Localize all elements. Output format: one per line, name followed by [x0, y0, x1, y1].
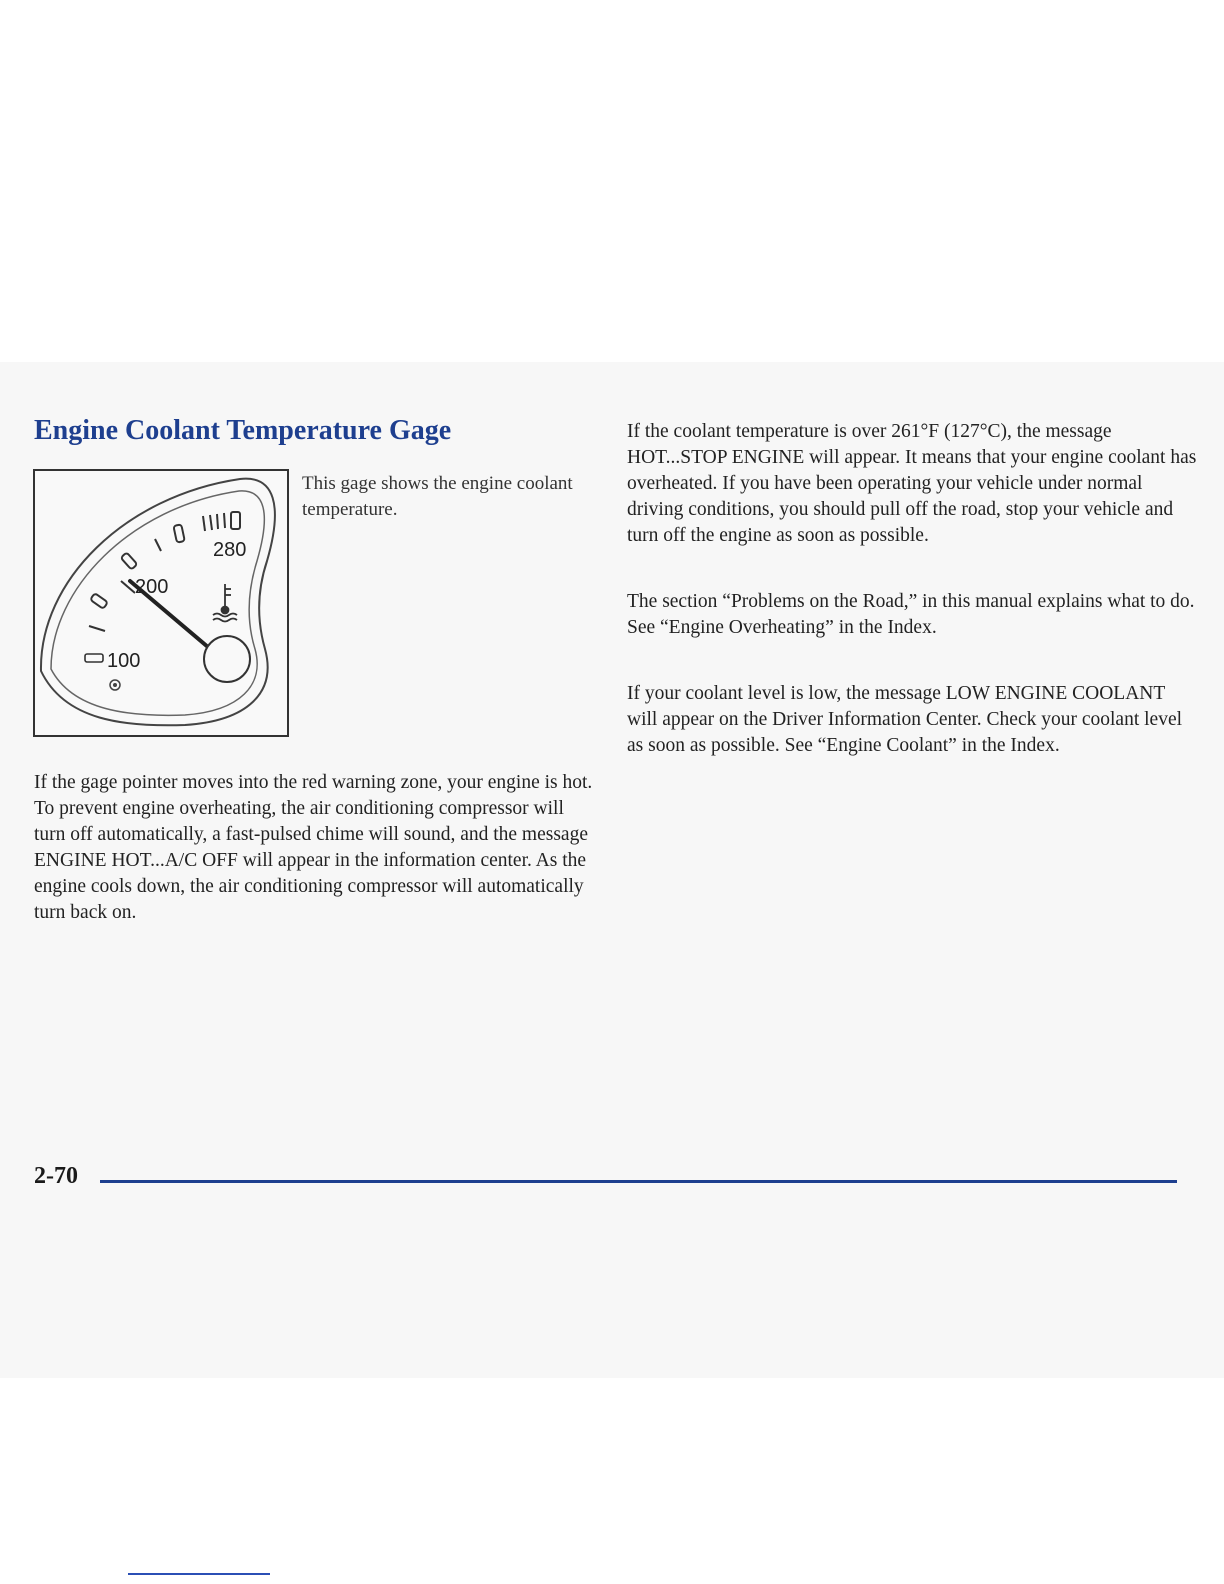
- paragraph-problems-on-road: The section “Problems on the Road,” in this manual explains what to do. See “Engine Overheating” in the Index.: [627, 591, 1195, 638]
- gauge-label-200: 200: [135, 576, 169, 598]
- gauge-pointer: [130, 581, 215, 653]
- paragraph-warning-zone: If the gage pointer moves into the red warning zone, your engine is hot. To prevent engine overheating, the air conditioning compressor will turn off automatically, a fast-pulsed chime will sound, and the message ENGINE HOT...A/C OFF will appear in the information center. As the engine cools down, the air conditioning compressor will automatically turn back on.: [34, 772, 593, 923]
- gauge-pointer-hub: [204, 636, 250, 682]
- gauge-indicator-dot: [113, 683, 117, 687]
- bottom-edge-mark: [128, 1573, 270, 1575]
- gauge-svg: [35, 471, 287, 735]
- figure-caption: This gage shows the engine coolant temperature.: [302, 473, 573, 520]
- section-heading: Engine Coolant Temperature Gage: [34, 415, 452, 446]
- paragraph-hot-stop-engine: If the coolant temperature is over 261°F (127°C), the message HOT...STOP ENGINE will appear. It means that your engine coolant has overheated. If you have been operating your vehicle under normal driving conditions, you should pull off the road, stop your vehicle and turn off the engine as soon as possible.: [627, 421, 1197, 546]
- gauge-label-280: 280: [213, 539, 247, 561]
- gauge-low-marker-icon: [85, 654, 103, 662]
- footer-rule: [100, 1180, 1177, 1183]
- gauge-illustration: [33, 469, 289, 737]
- page-number: 2-70: [34, 1163, 78, 1189]
- coolant-temperature-icon: [213, 584, 237, 622]
- gauge-label-100: 100: [107, 650, 141, 672]
- paragraph-low-coolant: If your coolant level is low, the message LOW ENGINE COOLANT will appear on the Driver Information Center. Check your coolant level as soon as possible. See “Engine Coolant” in the Index.: [627, 683, 1183, 756]
